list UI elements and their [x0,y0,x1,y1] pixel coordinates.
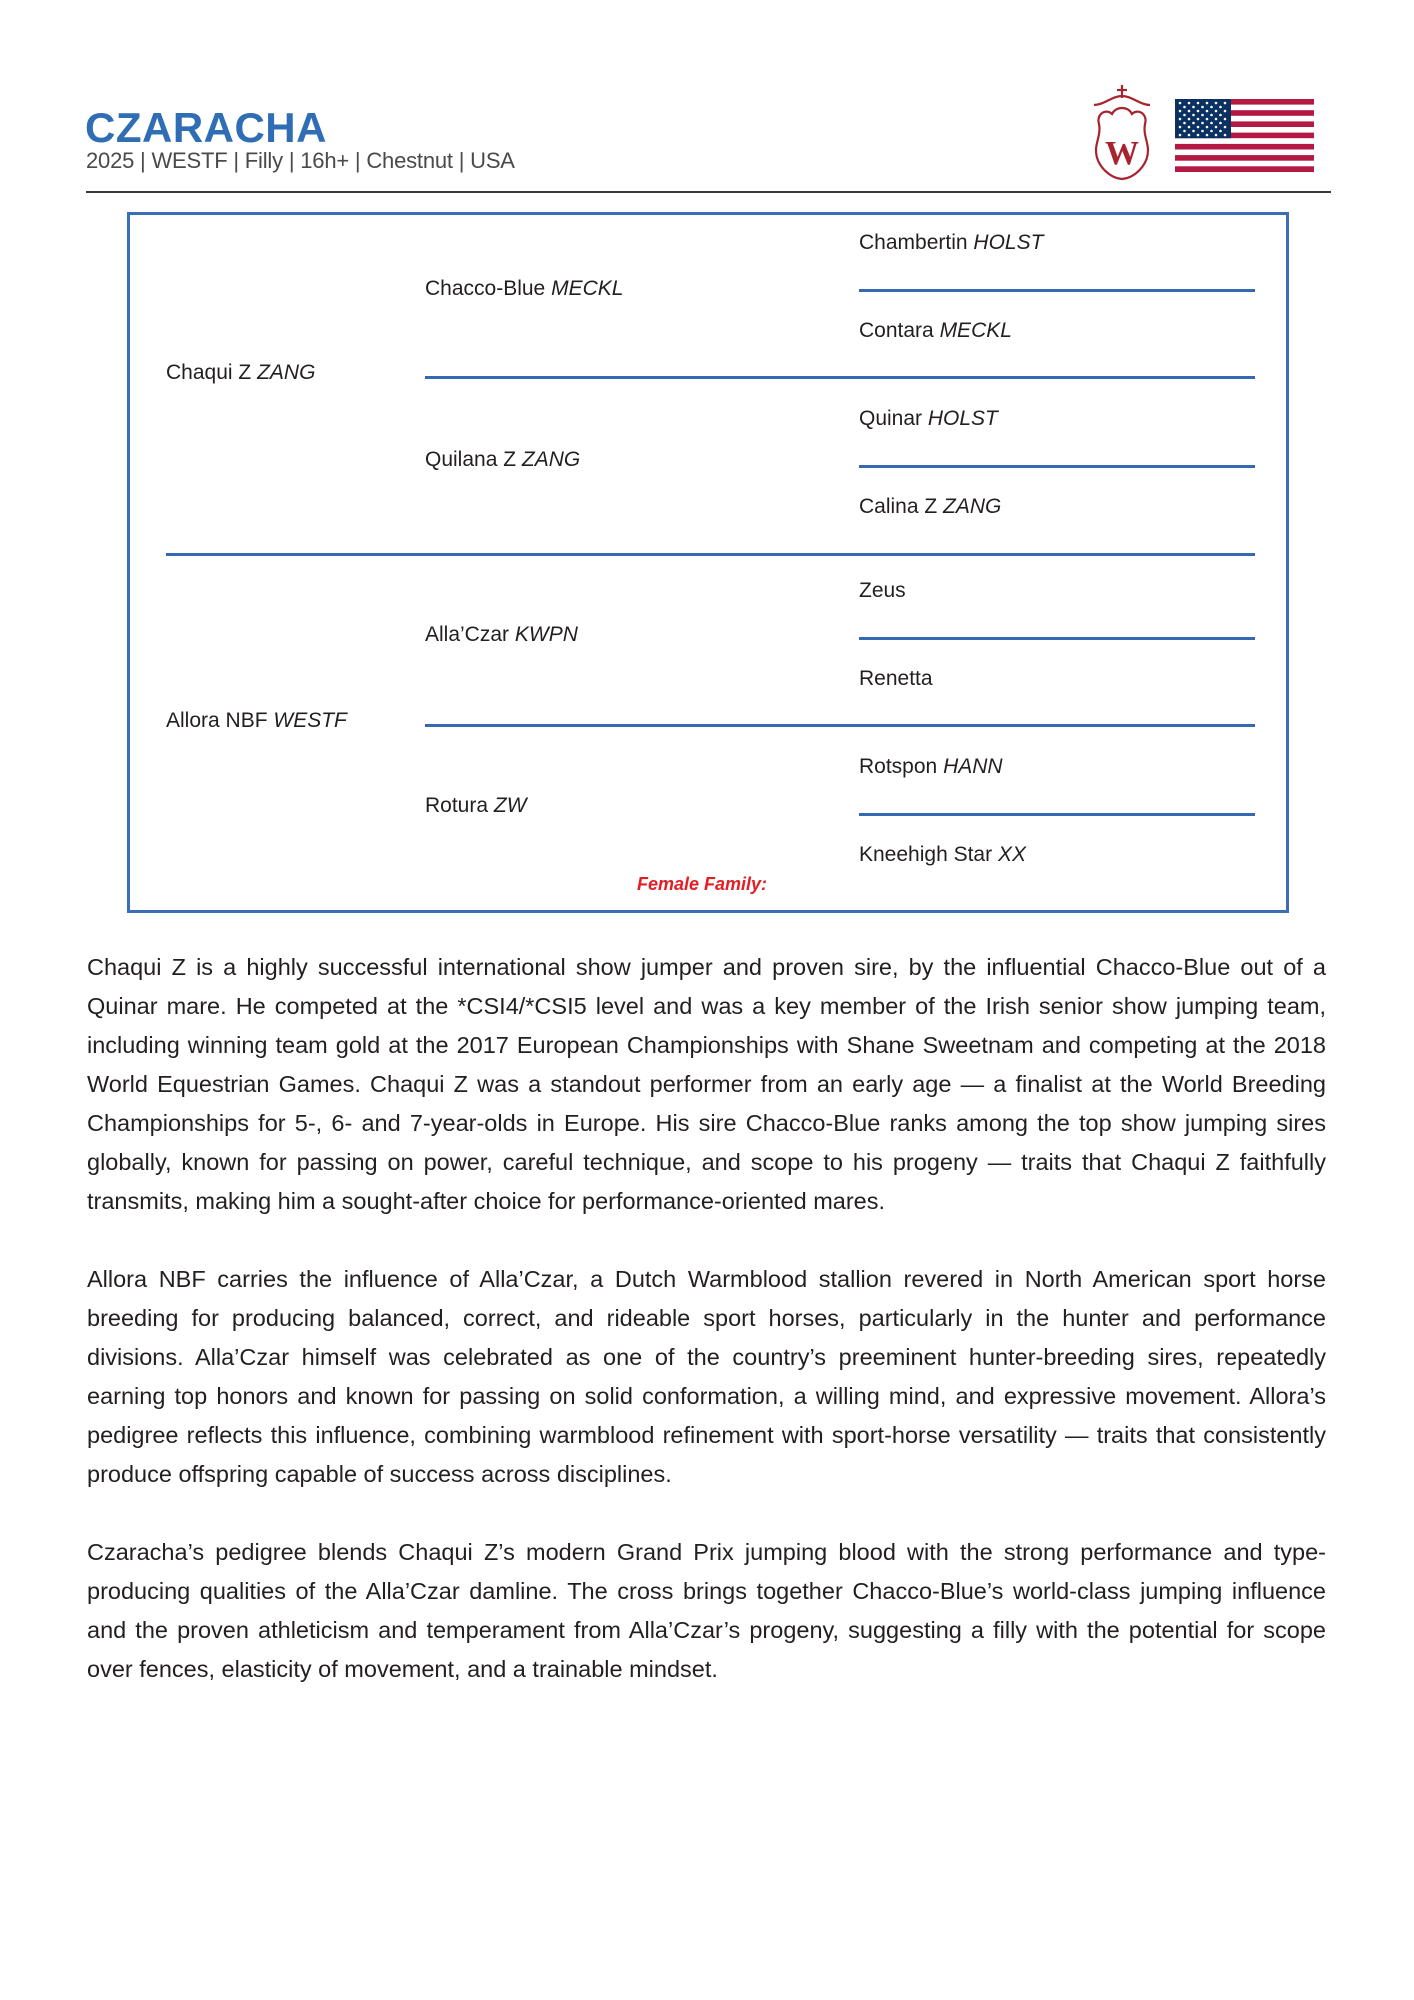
westfalen-crest-icon [1090,84,1154,181]
horse-name: Chacco-Blue [425,277,546,300]
registry: MECKL [551,277,624,300]
horse-name: Contara [859,319,934,342]
registry: XX [997,843,1026,866]
pedigree-gen3-1 [859,231,1043,255]
svg-text:W: W [1105,135,1139,172]
horse-name: Allora NBF [166,709,268,732]
description-paragraph-sire: Chaqui Z is a highly successful international show jumper and proven sire, by the influential Chacco-Blue out of a Quinar mare. He competed at the *CSI4/*CSI5 level and was a key member of the Irish senior show jumping team, including winning team gold at the 2017 European Championships with Shane Sweetnam and competing at the 2018 World Equestrian Games. Chaqui Z was a standout performer from an early age — a finalist at the World Breeding Championships for 5-, 6- and 7-year-olds in Europe. His sire Chacco-Blue ranks among the top show jumping sires globally, known for passing on power, careful technique, and scope to his progeny — traits that Chaqui Z faithfully transmits, making him a sought-after choice for performance-oriented mares. [87,954,1326,1214]
pedigree-divider-sire [425,376,1255,379]
pedigree-dam-sire [425,623,578,647]
pedigree-dam-dam [425,794,527,818]
header-divider [86,191,1331,193]
pedigree-divider-dam [425,724,1255,727]
registry: MECKL [939,319,1012,342]
pedigree-gen3-7 [859,755,1003,779]
description-paragraph-cross: Czaracha’s pedigree blends Chaqui Z’s modern Grand Prix jumping blood with the strong performance and type-producing qualities of the Alla’Czar damline. The cross brings together Chacco-Blue’s world-class jumping influence and the proven athleticism and temperament from Alla’Czar’s progeny, suggesting a filly with the potential for scope over fences, elasticity of movement, and a trainable mindset. [87,1539,1326,1682]
horse-name: Calina Z [859,495,938,518]
pedigree-gen3-5 [859,579,906,603]
horse-name: Chambertin [859,231,968,254]
pedigree-gen3-3 [859,407,998,431]
usa-flag-icon [1175,99,1314,172]
registry: ZANG [257,361,316,384]
horse-description [87,948,1326,1728]
pedigree-divider-main [166,553,1255,556]
horse-name: Rotura [425,794,489,817]
registry: HOLST [973,231,1044,254]
registry: WESTF [273,709,347,732]
registry: KWPN [514,623,578,646]
horse-name: Zeus [859,579,906,602]
horse-details-subtitle: 2025 | WESTF | Filly | 16h+ | Chestnut | USA [86,148,515,173]
horse-name: Rotspon [859,755,938,778]
registry: ZANG [943,495,1002,518]
pedigree-gen3-6 [859,667,933,691]
registry: HOLST [927,407,998,430]
horse-name: Quinar [859,407,923,430]
pedigree-sire [166,361,315,385]
pedigree-divider-gen3 [859,637,1255,640]
pedigree-divider-gen3 [859,465,1255,468]
pedigree-gen3-8 [859,843,1026,867]
registry: ZW [493,794,527,817]
pedigree-sire-dam [425,448,580,472]
registry: HANN [943,755,1003,778]
horse-name-title: CZARACHA [85,104,327,151]
pedigree-gen3-4 [859,495,1001,519]
female-family-label: Female Family: [637,874,768,894]
pedigree-sire-sire [425,277,623,301]
pedigree-divider-gen3 [859,289,1255,292]
registry: ZANG [521,448,581,471]
horse-name: Chaqui Z [166,361,252,384]
horse-name: Quilana Z [425,448,517,471]
horse-name: Kneehigh Star [859,843,993,866]
description-paragraph-dam: Allora NBF carries the influence of Alla’Czar, a Dutch Warmblood stallion revered in North American sport horse breeding for producing balanced, correct, and rideable sport horses, particularly in the hunter and performance divisions. Alla’Czar himself was celebrated as one of the country’s preeminent hunter-breeding sires, repeatedly earning top honors and known for passing on solid conformation, a willing mind, and expressive movement. Allora’s pedigree reflects this influence, combining warmblood refinement with sport-horse versatility — traits that consistently produce offspring capable of success across disciplines. [87,1266,1326,1487]
pedigree-chart [127,212,1289,913]
pedigree-gen3-2 [859,319,1012,343]
pedigree-divider-gen3 [859,813,1255,816]
horse-name: Alla’Czar [425,623,510,646]
pedigree-dam [166,709,347,733]
horse-name: Renetta [859,667,933,690]
